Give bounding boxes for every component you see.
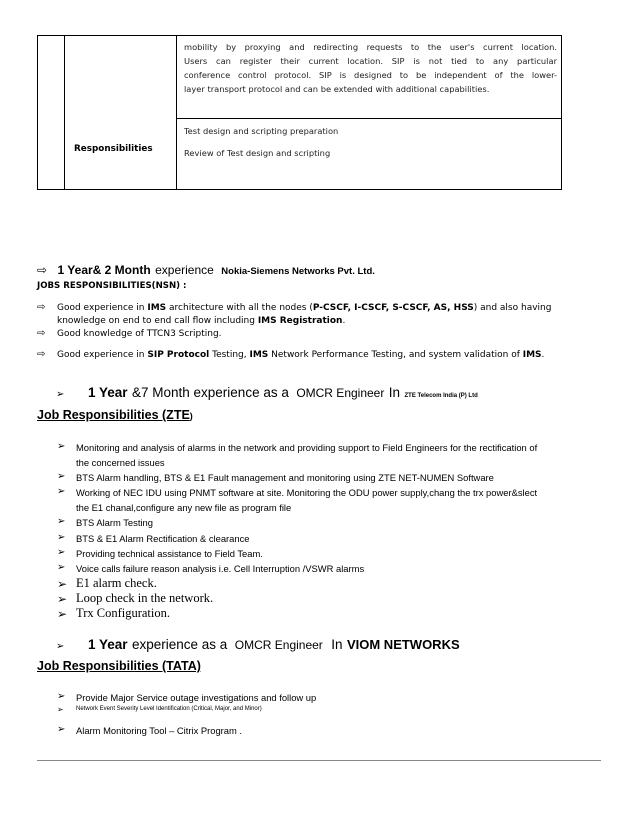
chevron-right-icon: ➢ bbox=[56, 389, 65, 400]
list-item: BTS & E1 Alarm Rectification & clearance bbox=[76, 533, 250, 544]
chevron-right-icon: ➢ bbox=[57, 562, 66, 573]
list-item: Working of NEC IDU using PNMT software at site. Monitoring the ODU power supply,chang the trx power&slect bbox=[76, 487, 538, 498]
list-item: Monitoring and analysis of alarms in the network and providing support to Field Engineers for the rectification of bbox=[76, 442, 538, 453]
nsn-bullet-3: Good experience in SIP Protocol Testing, IMS Network Performance Testing, and system validation of IMS. bbox=[57, 350, 545, 360]
list-item: Loop check in the network. bbox=[76, 591, 214, 605]
chevron-right-icon: ➢ bbox=[57, 592, 68, 606]
chevron-right-icon: ➢ bbox=[57, 705, 64, 714]
list-item: BTS Alarm Testing bbox=[76, 517, 153, 528]
chevron-right-icon: ➢ bbox=[57, 691, 66, 702]
list-item: Trx Configuration. bbox=[76, 606, 170, 620]
nsn-experience-line: ⇨ 1 Year& 2 Month experience Nokia-Siemens Networks Pvt. Ltd. bbox=[37, 263, 375, 277]
table-divider bbox=[176, 118, 561, 119]
list-item: the concerned issues bbox=[76, 457, 165, 468]
list-item: E1 alarm check. bbox=[76, 576, 157, 590]
viom-experience-line: 1 Year experience as a OMCR Engineer In VIOM NETWORKS bbox=[88, 637, 460, 652]
list-item: Provide Major Service outage investigations and follow up bbox=[76, 692, 317, 703]
chevron-right-icon: ➢ bbox=[57, 547, 66, 558]
bottom-divider bbox=[37, 760, 601, 761]
project-table bbox=[37, 35, 562, 190]
chevron-right-icon: ➢ bbox=[57, 577, 68, 591]
chevron-right-icon: ➢ bbox=[57, 471, 66, 482]
list-item: Providing technical assistance to Field Team. bbox=[76, 548, 263, 559]
chevron-right-icon: ➢ bbox=[57, 724, 66, 735]
viom-job-heading: Job Responsibilities (TATA) bbox=[37, 659, 201, 673]
chevron-right-icon: ➢ bbox=[57, 532, 66, 543]
list-item: BTS Alarm handling, BTS & E1 Fault management and monitoring using ZTE NET-NUMEN Software bbox=[76, 472, 494, 483]
chevron-right-icon: ➢ bbox=[57, 607, 68, 621]
chevron-right-icon: ➢ bbox=[57, 516, 66, 527]
zte-experience-line: 1 Year &7 Month experience as a OMCR Engineer In ZTE Telecom India (P) Ltd bbox=[88, 385, 478, 400]
nsn-bullet-2: Good knowledge of TTCN3 Scripting. bbox=[57, 329, 222, 339]
zte-job-heading: Job Responsibilities (ZTE) bbox=[37, 408, 193, 422]
responsibilities-list: Test design and scripting preparation Review of Test design and scripting bbox=[184, 126, 339, 158]
arrow-icon: ⇨ bbox=[37, 263, 48, 277]
arrow-icon: ⇨ bbox=[37, 349, 46, 360]
sip-description: mobility by proxying and redirecting requests to the user's current location. Users can register their current location. SIP is not tied to any particular conference control protocol. SIP is designed to be independent of the lower- layer transport protocol and can be extended with additional capabilities. bbox=[184, 42, 557, 94]
nsn-jobs-heading: JOBS RESPONSIBILITIES(NSN) : bbox=[37, 281, 187, 291]
table-divider bbox=[64, 36, 65, 189]
list-item: Alarm Monitoring Tool – Citrix Program . bbox=[76, 725, 243, 736]
chevron-right-icon: ➢ bbox=[57, 486, 66, 497]
list-item: Network Event Severity Level Identification (Critical, Major, and Minor) bbox=[76, 706, 262, 712]
nsn-bullet-1: Good experience in IMS architecture with all the nodes (P-CSCF, I-CSCF, S-CSCF, AS, HSS) and also having bbox=[57, 303, 552, 313]
table-divider bbox=[176, 36, 177, 189]
chevron-right-icon: ➢ bbox=[56, 641, 65, 652]
list-item: Voice calls failure reason analysis i.e. Cell Interruption /VSWR alarms bbox=[76, 563, 365, 574]
arrow-icon: ⇨ bbox=[37, 302, 46, 313]
nsn-bullet-1-cont: knowledge on end to end call flow including IMS Registration. bbox=[57, 316, 346, 326]
arrow-icon: ⇨ bbox=[37, 328, 46, 339]
responsibilities-label: Responsibilities bbox=[74, 144, 153, 154]
chevron-right-icon: ➢ bbox=[57, 441, 66, 452]
list-item: the E1 chanal,configure any new file as program file bbox=[76, 502, 292, 513]
